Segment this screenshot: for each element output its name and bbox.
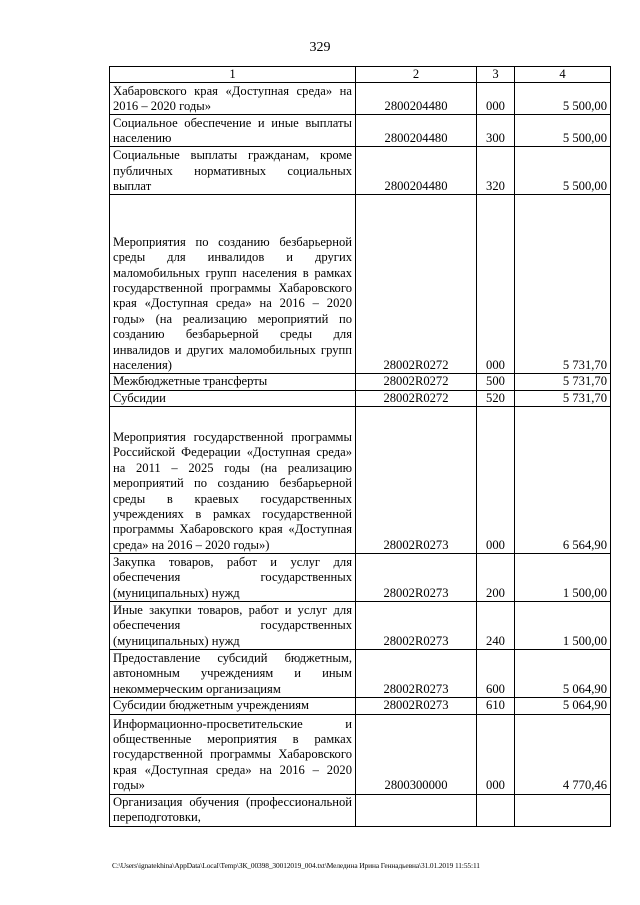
row-type: 320 xyxy=(477,147,515,195)
table-row xyxy=(110,195,611,374)
row-amount: 5 064,90 xyxy=(515,650,611,698)
row-type: 520 xyxy=(477,390,515,406)
footer-file-path: C:\Users\ignatekhina\AppData\Local\Temp\ЗК_00398_30012019_004.txt\Меледина Ирина Геннадьевна\31.01.2019 11:55:11 xyxy=(112,861,480,870)
row-amount: 5 500,00 xyxy=(515,147,611,195)
row-type: 000 xyxy=(477,195,515,374)
row-type: 610 xyxy=(477,698,515,714)
row-name: Закупка товаров, работ и услуг для обеспечения государственных (муниципальных) нужд xyxy=(110,554,356,602)
row-amount: 5 731,70 xyxy=(515,374,611,390)
row-code: 2800204480 xyxy=(356,83,477,115)
budget-table xyxy=(109,66,611,827)
row-code: 2800300000 xyxy=(356,714,477,794)
row-name: Мероприятия по созданию безбарьерной среды для инвалидов и других маломобильных групп населения в рамках государственной программы Хабаровского края «Доступная среда» на 2016 – 2020 годы» (на реализацию мероприятий по созданию безбарьерной среды для инвалидов и других маломобильных групп населения) xyxy=(110,195,356,374)
table-row xyxy=(110,602,611,650)
row-name: Мероприятия государственной программы Российской Федерации «Доступная среда» на 2011 – 2025 годы (на реализацию мероприятий по созданию безбарьерной среды в краевых государственных учреждениях в рамках государственной программы Хабаровского края «Доступная среда» на 2016 – 2020 годы») xyxy=(110,407,356,554)
row-code: 2800204480 xyxy=(356,115,477,147)
row-amount: 1 500,00 xyxy=(515,602,611,650)
table-row xyxy=(110,374,611,390)
row-amount: 4 770,46 xyxy=(515,714,611,794)
row-type: 000 xyxy=(477,714,515,794)
table-row xyxy=(110,83,611,115)
row-type: 300 xyxy=(477,115,515,147)
column-header-amount: 4 xyxy=(515,67,611,83)
table-row xyxy=(110,714,611,794)
column-header-code: 2 xyxy=(356,67,477,83)
table-row xyxy=(110,407,611,554)
row-name: Хабаровского края «Доступная среда» на 2016 – 2020 годы» xyxy=(110,83,356,115)
row-code: 28002R0273 xyxy=(356,698,477,714)
column-header-name: 1 xyxy=(110,67,356,83)
row-type xyxy=(477,794,515,826)
table-row xyxy=(110,554,611,602)
row-type: 000 xyxy=(477,407,515,554)
row-code: 28002R0272 xyxy=(356,390,477,406)
table-row xyxy=(110,650,611,698)
table-row xyxy=(110,115,611,147)
table-row xyxy=(110,147,611,195)
row-name: Предоставление субсидий бюджетным, автономным учреждениям и иным некоммерческим организациям xyxy=(110,650,356,698)
row-amount: 5 731,70 xyxy=(515,195,611,374)
row-name: Иные закупки товаров, работ и услуг для обеспечения государственных (муниципальных) нужд xyxy=(110,602,356,650)
row-amount: 1 500,00 xyxy=(515,554,611,602)
row-type: 240 xyxy=(477,602,515,650)
row-amount: 5 500,00 xyxy=(515,115,611,147)
row-type: 600 xyxy=(477,650,515,698)
row-name: Социальное обеспечение и иные выплаты населению xyxy=(110,115,356,147)
row-type: 200 xyxy=(477,554,515,602)
row-name: Информационно-просветительские и общественные мероприятия в рамках государственной программы Хабаровского края «Доступная среда» на 2016 – 2020 годы» xyxy=(110,714,356,794)
row-name: Субсидии xyxy=(110,390,356,406)
row-type: 000 xyxy=(477,83,515,115)
row-name: Субсидии бюджетным учреждениям xyxy=(110,698,356,714)
row-name: Организация обучения (профессиональной переподготовки, xyxy=(110,794,356,826)
row-type: 500 xyxy=(477,374,515,390)
column-header-type: 3 xyxy=(477,67,515,83)
page-number: 329 xyxy=(309,40,331,55)
row-amount: 5 731,70 xyxy=(515,390,611,406)
row-amount: 5 064,90 xyxy=(515,698,611,714)
table-row xyxy=(110,390,611,406)
row-code: 28002R0273 xyxy=(356,554,477,602)
table-header-row xyxy=(110,67,611,83)
row-code: 28002R0273 xyxy=(356,602,477,650)
row-code: 28002R0273 xyxy=(356,650,477,698)
row-code: 28002R0273 xyxy=(356,407,477,554)
row-code: 28002R0272 xyxy=(356,195,477,374)
row-amount xyxy=(515,794,611,826)
row-amount: 5 500,00 xyxy=(515,83,611,115)
row-code: 28002R0272 xyxy=(356,374,477,390)
table-row xyxy=(110,794,611,826)
row-code: 2800204480 xyxy=(356,147,477,195)
row-name: Социальные выплаты гражданам, кроме публичных нормативных социальных выплат xyxy=(110,147,356,195)
row-amount: 6 564,90 xyxy=(515,407,611,554)
row-name: Межбюджетные трансферты xyxy=(110,374,356,390)
row-code xyxy=(356,794,477,826)
table-row xyxy=(110,698,611,714)
